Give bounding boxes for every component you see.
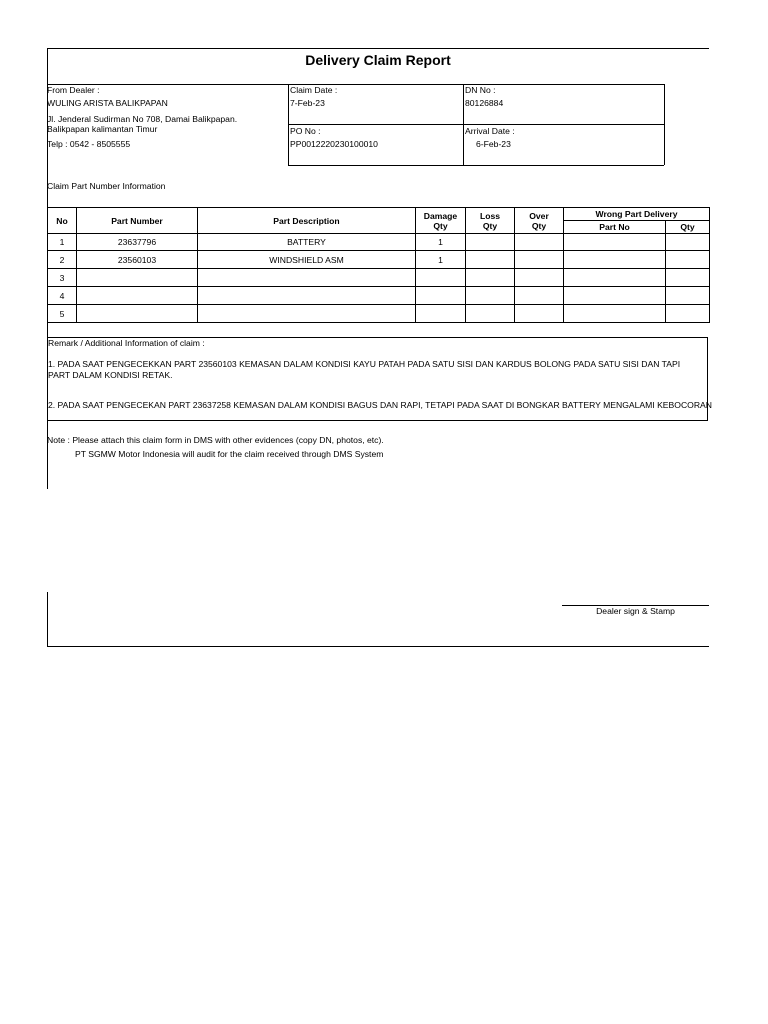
note-line-1: Note : Please attach this claim form in DMS with other evidences (copy DN, photos, etc).	[47, 435, 384, 445]
col-header-wrong-part-no: Part No	[564, 221, 666, 234]
cell-over-qty	[515, 251, 564, 269]
section-label: Claim Part Number Information	[47, 181, 166, 191]
col-header-part-description: Part Description	[198, 208, 416, 234]
header-right-edge	[664, 84, 665, 165]
cell-no: 5	[48, 305, 77, 323]
claim-parts-table	[47, 207, 710, 323]
cell-part-number: 23637796	[77, 234, 198, 251]
cell-damage-qty: 1	[416, 234, 466, 251]
cell-wrong-part-no	[564, 287, 666, 305]
cell-wrong-qty	[666, 251, 710, 269]
remark-item-2: 2. PADA SAAT PENGECEKAN PART 23637258 KEMASAN DALAM KONDISI BAGUS DAN RAPI, TETAPI PADA SAAT DI BONGKAR BATTERY MENGALAMI KEBOCORAN	[48, 400, 712, 410]
claim-date-label: Claim Date :	[290, 85, 338, 95]
cell-wrong-part-no	[564, 269, 666, 287]
cell-over-qty	[515, 269, 564, 287]
from-dealer-label: From Dealer :	[47, 85, 100, 95]
dealer-sign-label: Dealer sign & Stamp	[596, 606, 675, 616]
loss-qty-label: Qty	[482, 220, 498, 231]
cell-damage-qty	[416, 305, 466, 323]
cell-wrong-part-no	[564, 251, 666, 269]
cell-wrong-part-no	[564, 234, 666, 251]
cell-description	[198, 269, 416, 287]
cell-loss-qty	[466, 287, 515, 305]
cell-loss-qty	[466, 234, 515, 251]
cell-part-number	[77, 287, 198, 305]
col-header-loss-qty	[466, 208, 515, 234]
cell-part-number	[77, 305, 198, 323]
cell-wrong-part-no	[564, 305, 666, 323]
header-bottom-line	[288, 165, 664, 166]
damage-label: Damage	[423, 210, 458, 221]
cell-no: 4	[48, 287, 77, 305]
signature-box-bottom-line	[47, 646, 709, 647]
table-row	[48, 251, 710, 269]
table-row	[48, 287, 710, 305]
arrival-date-label: Arrival Date :	[465, 126, 515, 136]
cell-no: 1	[48, 234, 77, 251]
dn-no-label: DN No :	[465, 85, 496, 95]
table-header-row	[48, 208, 710, 221]
cell-part-number	[77, 269, 198, 287]
cell-wrong-qty	[666, 287, 710, 305]
cell-loss-qty	[466, 251, 515, 269]
frame-top-line	[47, 48, 709, 49]
cell-damage-qty	[416, 269, 466, 287]
damage-qty-label: Qty	[433, 220, 448, 231]
cell-wrong-qty	[666, 269, 710, 287]
col-header-over-qty	[515, 208, 564, 234]
po-no-label: PO No :	[290, 126, 321, 136]
cell-over-qty	[515, 234, 564, 251]
header-divider-1	[288, 84, 289, 165]
arrival-date-value: 6-Feb-23	[476, 139, 511, 149]
table-row	[48, 234, 710, 251]
cell-over-qty	[515, 287, 564, 305]
remark-label: Remark / Additional Information of claim :	[48, 338, 205, 348]
dealer-name: WULING ARISTA BALIKPAPAN	[47, 98, 168, 108]
header-mid-line	[288, 124, 664, 125]
cell-description	[198, 305, 416, 323]
cell-damage-qty	[416, 287, 466, 305]
loss-label: Loss	[479, 210, 501, 221]
remark-box	[47, 337, 712, 421]
dn-no-value: 80126884	[465, 98, 504, 108]
dealer-telp: Telp : 0542 - 8505555	[47, 139, 131, 149]
col-header-wrong-delivery: Wrong Part Delivery	[564, 208, 710, 221]
claim-date-value: 7-Feb-23	[290, 98, 325, 108]
cell-no: 2	[48, 251, 77, 269]
header-divider-2	[463, 84, 464, 165]
cell-damage-qty: 1	[416, 251, 466, 269]
cell-description: BATTERY	[198, 234, 416, 251]
table-row	[48, 269, 710, 287]
cell-description: WINDSHIELD ASM	[198, 251, 416, 269]
po-no-value: PP0012220230100010	[290, 139, 378, 149]
dealer-address-line1: Jl. Jenderal Sudirman No 708, Damai Balikpapan.	[47, 114, 238, 124]
cell-wrong-qty	[666, 234, 710, 251]
header-top-line	[47, 84, 664, 85]
col-header-damage-qty	[416, 208, 466, 234]
note-line-2: PT SGMW Motor Indonesia will audit for the claim received through DMS System	[75, 449, 384, 459]
dealer-address-line2: Balikpapan kalimantan Timur	[47, 124, 158, 134]
table-row	[48, 305, 710, 323]
remark-item-1: 1. PADA SAAT PENGECEKKAN PART 23560103 KEMASAN DALAM KONDISI KAYU PATAH PADA SATU SISI DAN KARDUS BOLONG PADA SATU SISI DAN TAPI PART DALAM KONDISI RETAK.	[48, 359, 681, 380]
cell-over-qty	[515, 305, 564, 323]
cell-no: 3	[48, 269, 77, 287]
over-qty-label: Qty	[531, 220, 547, 231]
over-label: Over	[529, 210, 549, 221]
signature-box-left-line	[47, 592, 48, 646]
cell-part-number: 23560103	[77, 251, 198, 269]
col-header-wrong-qty: Qty	[666, 221, 710, 234]
cell-wrong-qty	[666, 305, 710, 323]
col-header-no: No	[48, 208, 77, 234]
cell-loss-qty	[466, 305, 515, 323]
page-title: Delivery Claim Report	[305, 52, 451, 68]
cell-description	[198, 287, 416, 305]
cell-loss-qty	[466, 269, 515, 287]
col-header-part-number: Part Number	[77, 208, 198, 234]
